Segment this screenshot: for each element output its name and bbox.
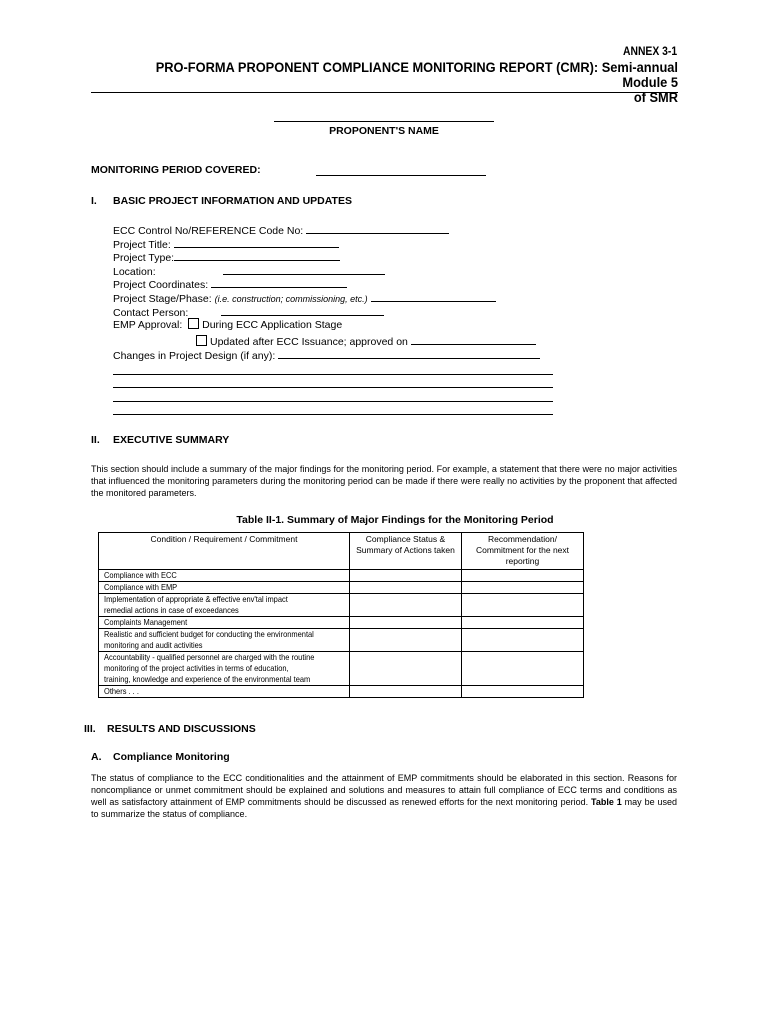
contact-person-label: Contact Person: xyxy=(113,306,189,319)
contact-person-row xyxy=(113,305,553,319)
table-cell xyxy=(461,686,583,698)
table-caption: Table II-1. Summary of Major Findings for the Monitoring Period xyxy=(236,514,554,526)
title-line-2: of SMR xyxy=(633,90,678,105)
condition-text: Realistic and sufficient budget for conducting the environmental monitoring and audit activities xyxy=(104,629,314,650)
table-cell xyxy=(350,652,462,686)
compliance-paragraph xyxy=(91,772,677,820)
emp-updated-label: Updated after ECC Issuance; approved on xyxy=(210,336,408,349)
project-coords-row xyxy=(113,277,553,291)
design-changes-label: Changes in Project Design (if any): xyxy=(113,349,276,362)
section-3-number: III. xyxy=(84,723,96,735)
design-changes-line-3 xyxy=(113,388,553,402)
table-cell xyxy=(461,652,583,686)
table-row xyxy=(99,582,584,594)
table-cell xyxy=(99,570,350,582)
condition-text: Complaints Management xyxy=(104,617,188,627)
section-3-title: RESULTS AND DISCUSSIONS xyxy=(107,723,256,735)
design-changes-blank xyxy=(278,348,540,359)
compliance-paragraph-tail: may be used to summarize the status of compliance. xyxy=(91,797,677,819)
compliance-paragraph-table-ref: Table 1 xyxy=(591,797,622,807)
design-changes-row xyxy=(113,348,553,362)
project-info-form xyxy=(113,223,553,415)
project-stage-row xyxy=(113,291,553,305)
table-cell xyxy=(461,617,583,629)
project-stage-hint: (i.e. construction; commissioning, etc.) xyxy=(214,293,368,304)
table-row xyxy=(99,617,584,629)
executive-summary-paragraph: This section should include a summary of the major findings for the monitoring period. For example, a statement that there were no major activities that influenced the monitoring parameters during the monitoring period can be made if there were really no activities by the proponent that affected the monitored parameters. xyxy=(91,464,677,498)
project-type-label: Project Type: xyxy=(113,252,175,265)
table-cell xyxy=(350,629,462,652)
location-label: Location: xyxy=(113,265,156,278)
emp-during-ecc-checkbox[interactable] xyxy=(188,318,199,329)
table-cell xyxy=(99,686,350,698)
project-type-row xyxy=(113,250,553,264)
annex-label: ANNEX 3-1 xyxy=(622,46,677,58)
compliance-paragraph-main: The status of compliance to the ECC conditionalities and the attainment of EMP commitments should be elaborated in this section. Reasons for noncompliance or unmet commitment should be explained and solutions and measures to attain full compliance of ECC terms and conditions as well as satisfactory attainment of EMP commitments should be discussed as renewed efforts for the next monitoring period. xyxy=(91,773,677,807)
project-type-blank xyxy=(174,250,340,261)
table-cell xyxy=(99,652,350,686)
table-cell xyxy=(461,570,583,582)
proponent-name-blank xyxy=(274,121,494,122)
project-title-blank xyxy=(174,237,339,248)
table-cell xyxy=(99,582,350,594)
project-title-row xyxy=(113,237,553,251)
table-cell xyxy=(350,686,462,698)
document-title xyxy=(120,60,678,105)
ecc-code-label: ECC Control No/REFERENCE Code No: xyxy=(113,225,304,237)
column-header: Condition / Requirement / Commitment xyxy=(99,533,350,570)
header-rule xyxy=(91,92,678,93)
section-2-title: EXECUTIVE SUMMARY xyxy=(113,434,230,446)
table-cell xyxy=(99,617,350,629)
subsection-a-title: Compliance Monitoring xyxy=(113,751,230,763)
table-cell xyxy=(99,594,350,617)
table-row xyxy=(99,570,584,582)
table-cell xyxy=(350,582,462,594)
emp-updated-checkbox[interactable] xyxy=(196,335,207,346)
contact-person-blank xyxy=(221,305,384,316)
emp-approved-date-blank xyxy=(411,334,536,345)
table-cell xyxy=(350,594,462,617)
table-row xyxy=(99,652,584,686)
table-row xyxy=(99,686,584,698)
design-changes-line-2 xyxy=(113,375,553,389)
design-changes-line-1 xyxy=(113,361,553,375)
table-cell xyxy=(99,629,350,652)
location-row xyxy=(113,264,553,278)
findings-table xyxy=(98,532,584,698)
project-coords-blank xyxy=(211,277,347,288)
emp-during-ecc-label: During ECC Application Stage xyxy=(202,319,343,332)
condition-text: Accountability - qualified personnel are charged with the routine monitoring of the project activities in terms of education, training, knowledge and experience of the environmental team xyxy=(104,652,315,684)
monitoring-period-label: MONITORING PERIOD COVERED: xyxy=(91,164,261,176)
monitoring-period-blank xyxy=(316,175,486,176)
project-stage-label: Project Stage/Phase: xyxy=(113,292,212,305)
subsection-a-letter: A. xyxy=(91,751,102,763)
section-1-title: BASIC PROJECT INFORMATION AND UPDATES xyxy=(113,195,352,207)
project-title-label: Project Title: xyxy=(113,238,171,251)
location-blank xyxy=(223,264,385,275)
column-header: Compliance Status & Summary of Actions taken xyxy=(350,533,462,570)
project-coords-label: Project Coordinates: xyxy=(113,279,209,292)
project-stage-blank xyxy=(371,291,496,302)
condition-text: Implementation of appropriate & effective env'tal impact remedial actions in case of exceedances xyxy=(104,594,288,615)
design-changes-line-4 xyxy=(113,402,553,416)
table-row xyxy=(99,594,584,617)
emp-approval-row xyxy=(113,318,553,334)
emp-approval-label: EMP Approval: xyxy=(113,319,183,332)
ecc-code-blank xyxy=(306,223,449,234)
condition-text: Compliance with ECC xyxy=(104,570,177,580)
condition-text: Compliance with EMP xyxy=(104,582,178,592)
table-cell xyxy=(350,617,462,629)
proponent-name-label: PROPONENT'S NAME xyxy=(329,125,439,137)
table-cell xyxy=(350,570,462,582)
table-row xyxy=(99,629,584,652)
condition-text: Others . . . xyxy=(104,686,139,696)
section-2-number: II. xyxy=(91,434,100,446)
column-header: Recommendation/ Commitment for the next reporting xyxy=(461,533,583,570)
table-header-row xyxy=(99,533,584,570)
table-cell xyxy=(461,629,583,652)
emp-updated-row xyxy=(113,334,553,348)
ecc-code-row xyxy=(113,223,553,237)
section-1-number: I. xyxy=(91,195,97,207)
table-cell xyxy=(461,582,583,594)
title-line-1: PRO-FORMA PROPONENT COMPLIANCE MONITORING REPORT (CMR): Semi-annual Module 5 xyxy=(155,60,679,90)
table-cell xyxy=(461,594,583,617)
